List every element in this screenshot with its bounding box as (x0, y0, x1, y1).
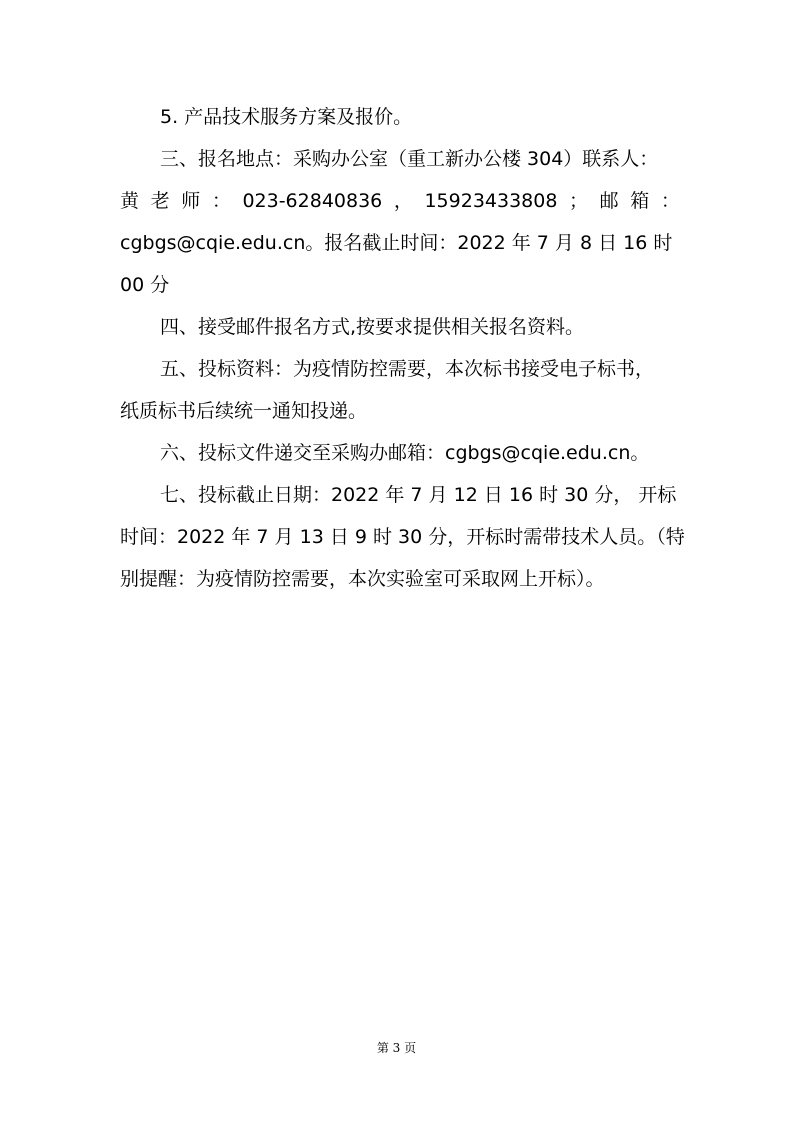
paragraph-line-opening-time: 时间：2022 年 7 月 13 日 9 时 30 分，开标时需带技术人员。（特 (120, 526, 685, 548)
paragraph-line-special-reminder: 别提醒：为疫情防控需要，本次实验室可采取网上开标）。 (120, 568, 605, 590)
paragraph-line-bid-materials: 五、投标资料：为疫情防控需要，本次标书接受电子标书， (160, 358, 655, 380)
contact-phone-landline: 023-62840836 (242, 190, 383, 212)
paragraph-line-deadline-minutes: 00 分 (120, 274, 170, 296)
page-number: 第 3 页 (376, 1041, 417, 1055)
paragraph-line-paper-bids: 纸质标书后续统一通知投递。 (120, 400, 368, 422)
contact-comma: ， (393, 190, 413, 212)
contact-semicolon: ； (569, 190, 589, 212)
document-body (120, 96, 685, 600)
email-label-colon: ： (660, 190, 680, 212)
contact-colon: ： (211, 190, 231, 212)
contact-char: 老 (150, 190, 170, 212)
paragraph-line-product-service: 5. 产品技术服务方案及报价。 (160, 106, 413, 128)
email-label-char: 箱 (630, 190, 650, 212)
paragraph-line-email-deadline: cgbgs@cqie.edu.cn。报名截止时间：2022 年 7 月 8 日 16 时 (120, 232, 673, 254)
paragraph-line-bid-submission: 六、投标文件递交至采购办邮箱：cgbgs@cqie.edu.cn。 (160, 442, 650, 464)
paragraph-line-registration-location: 三、报名地点：采购办公室（重工新办公楼 304）联系人： (160, 148, 659, 170)
paragraph-line-email-registration: 四、接受邮件报名方式,按要求提供相关报名资料。 (160, 316, 585, 338)
contact-phone-mobile: 15923433808 (424, 190, 558, 212)
paragraph-line-contact (120, 180, 680, 222)
contact-char: 师 (181, 190, 201, 212)
contact-char: 黄 (120, 190, 140, 212)
paragraph-line-bid-deadline: 七、投标截止日期：2022 年 7 月 12 日 16 时 30 分， 开标 (160, 484, 677, 506)
email-label-char: 邮 (599, 190, 619, 212)
